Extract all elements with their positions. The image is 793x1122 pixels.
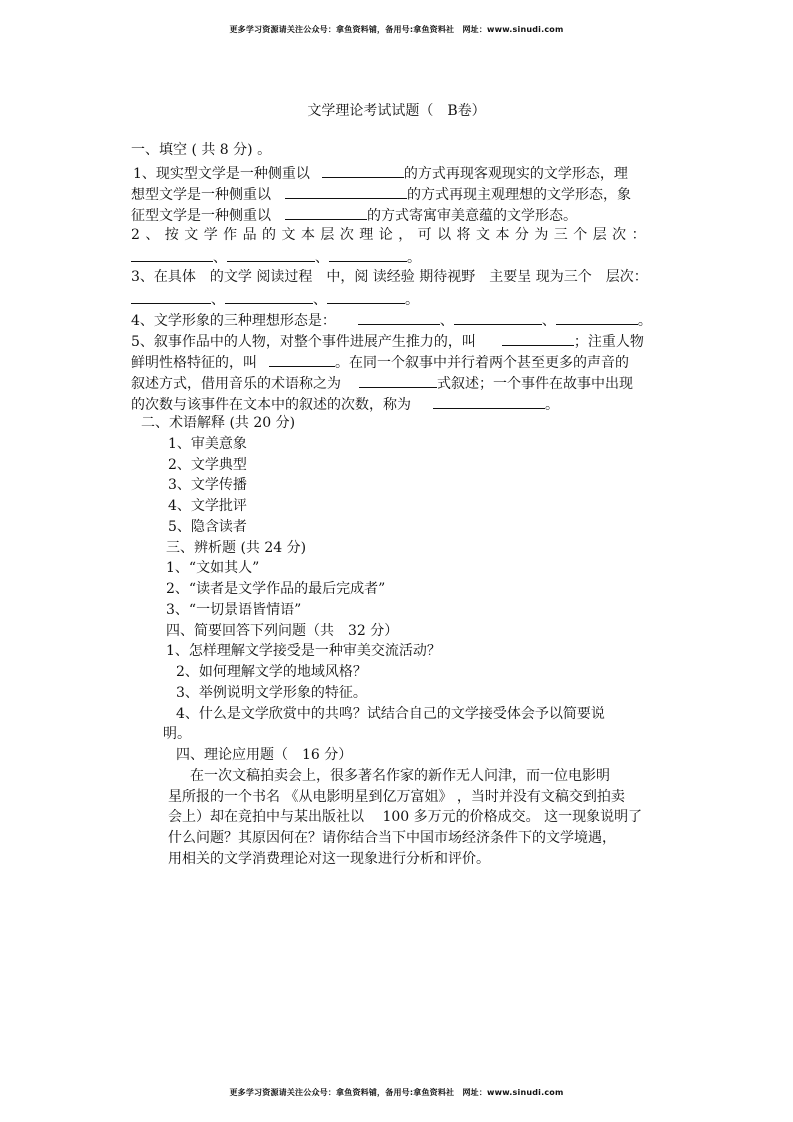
paragraph-line: 什么问题？其原因何在？请你结合当下中国市场经济条件下的文学境遇， [168,830,616,846]
answer-line [131,247,421,267]
list-item: 3、举例说明文学形象的特征。 [176,685,367,701]
list-item: 3、文学传播 [168,477,247,493]
paragraph-line: 用相关的文学消费理论对这一现象进行分析和评价。 [168,851,490,867]
list-item: 2、文学典型 [168,457,247,473]
section-heading: 四、理论应用题（ 16 分） [176,747,353,763]
page-title: 文学理论考试试题（ B卷） [307,103,486,119]
question-line [131,184,631,204]
question-text: 5、叙事作品中的人物，对整个事件进展产生推力的，叫 [131,334,476,350]
answer-blank[interactable] [454,310,542,325]
answer-blank[interactable] [329,247,407,262]
answer-blank[interactable] [502,331,574,346]
question-text: 的方式寄寓审美意蕴的文学形态。 [367,208,577,224]
section-heading: 二、术语解释 (共 20 分) [141,415,296,431]
answer-blank[interactable] [358,310,440,325]
paragraph-line: 会上）却在竞拍中与某出版社以 100 多万元的价格成交。 这一现象说明了 [168,809,643,825]
answer-blank[interactable] [131,247,213,262]
paragraph-line: 在一次文稿拍卖会上，很多著名作家的新作无人问津，而一位电影明 [190,768,610,784]
answer-blank[interactable] [225,289,313,304]
separator: 、 [541,313,556,329]
question-line [131,394,559,414]
section-heading: 一、填空 ( 共 8 分) 。 [131,142,272,158]
answer-blank[interactable] [269,352,335,367]
terminator: 。 [405,292,419,308]
list-item: 1、“文如其人” [166,560,260,576]
question-text: 鲜明性格特征的，叫 [131,355,257,371]
separator: 、 [213,250,227,266]
footer-note: 更多学习资源请关注公众号：拿鱼资料铺，备用号:拿鱼资料社 网址：www.sinudi.com [229,1088,564,1097]
question-text: 的方式再现客观现实的文学形态，理 [403,166,628,182]
answer-blank[interactable] [359,373,437,388]
separator: 、 [439,313,454,329]
question-text: 4、文学形象的三种理想形态是： [131,313,336,329]
answer-blank[interactable] [227,247,315,262]
answer-blank[interactable] [322,163,404,178]
paragraph-line: 星所报的一个书名 《从电影明星到亿万富姐》 ，当时并没有文稿交到拍卖 [168,789,625,805]
section-heading: 四、简要回答下列问题（共 32 分） [166,623,399,639]
question-text: 叙述方式，借用音乐的术语称之为 [131,376,341,392]
question-line: 3、在具体 的文学 阅读过程 中，阅 读经验 期待视野 主要呈 现为三个 层次： [131,269,648,285]
separator: 、 [315,250,329,266]
question-text: 1、现实型文学是一种侧重以 [133,166,310,182]
section-heading: 三、辨析题 (共 24 分) [166,540,307,556]
answer-blank[interactable] [285,184,407,199]
question-text: ；注重人物 [573,334,644,350]
answer-blank[interactable] [327,289,405,304]
list-item: 5、隐含读者 [168,519,247,535]
question-line [133,163,628,183]
list-item: 1、怎样理解文学接受是一种审美交流活动？ [166,643,441,659]
list-item: 明。 [163,726,191,742]
answer-blank[interactable] [285,205,367,220]
answer-blank[interactable] [433,394,545,409]
separator: 、 [313,292,327,308]
question-text: 的次数与该事件在文本中的叙述的次数，称为 [131,397,411,413]
question-text: 征型文学是一种侧重以 [131,208,271,224]
question-text: 想型文学是一种侧重以 [131,187,271,203]
question-line [131,310,652,330]
answer-line [131,289,419,309]
list-item: 4、什么是文学欣赏中的共鸣？试结合自己的文学接受体会予以简要说 [176,706,605,722]
list-item: 3、“一切景语皆情语” [166,602,302,618]
terminator: 。 [637,313,652,329]
list-item: 2、“读者是文学作品的最后完成者” [166,581,386,597]
terminator: 。 [545,397,559,413]
answer-blank[interactable] [556,310,638,325]
question-line [131,331,644,351]
question-line [131,373,633,393]
answer-blank[interactable] [131,289,211,304]
question-line [131,205,577,225]
list-item: 2、如何理解文学的地域风格？ [176,664,367,680]
list-item: 4、文学批评 [168,498,247,514]
question-text: 的方式再现主观理想的文学形态，象 [407,187,631,203]
terminator: 。 [407,250,421,266]
header-note: 更多学习资源请关注公众号：拿鱼资料铺，备用号:拿鱼资料社 网址：www.sinudi.com [229,25,564,34]
question-text: 。在同一个叙事中并行着两个甚至更多的声音的 [335,355,629,371]
separator: 、 [211,292,225,308]
question-line [131,352,629,372]
question-line: 2 、 按 文 学 作 品 的 文 本 层 次 理 论 ， 可 以 将 文 本 分 为 三 个 层 次 ： [131,227,647,243]
list-item: 1、审美意象 [168,436,247,452]
question-text: 式叙述；一个事件在故事中出现 [437,376,633,392]
